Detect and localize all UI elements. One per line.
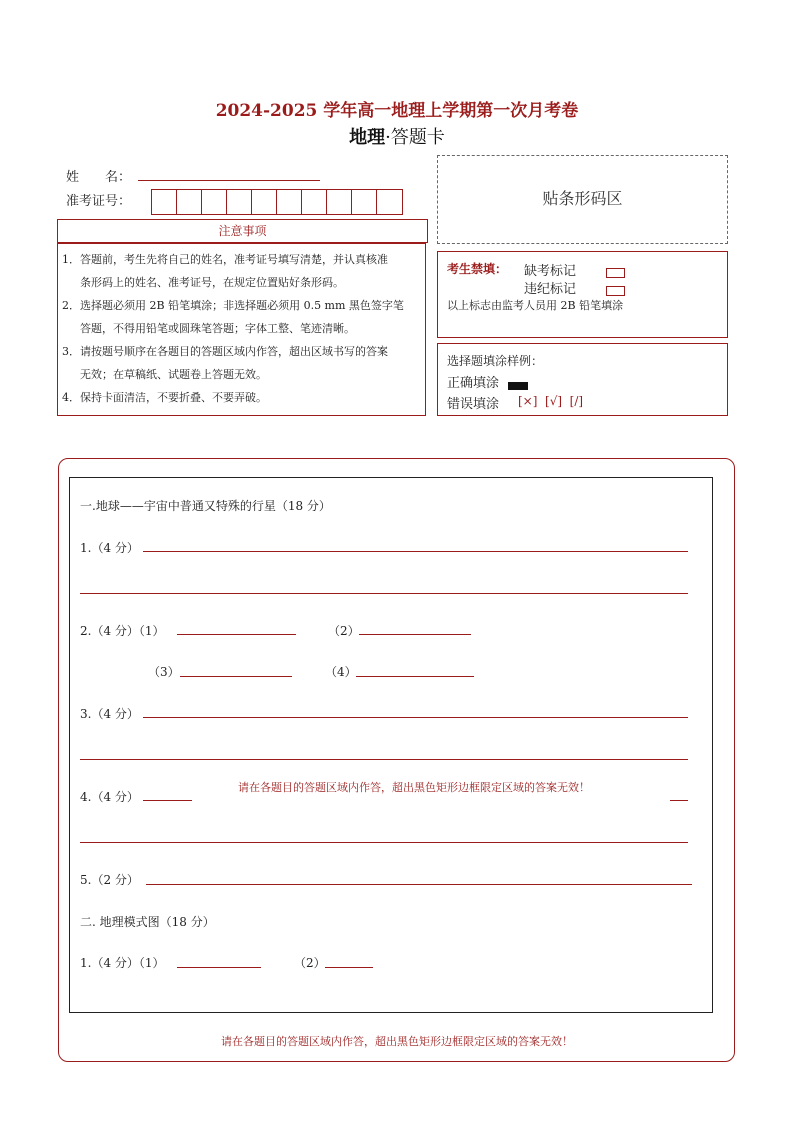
fill-sample-box <box>437 343 728 416</box>
id-digit-box[interactable] <box>327 190 352 214</box>
correct-fill-label: 正确填涂 <box>447 376 500 391</box>
notice-item: 1．答题前，考生先将自己的姓名，准考证号填写清楚，并认真核准 <box>62 253 388 266</box>
q2-1-answer-line[interactable] <box>177 634 296 635</box>
examiner-only-box <box>437 251 728 338</box>
q6-2-answer-line[interactable] <box>325 967 373 968</box>
id-digit-box[interactable] <box>377 190 402 214</box>
id-digit-box[interactable] <box>352 190 377 214</box>
q3-answer-line[interactable] <box>143 717 688 718</box>
ban-label: 考生禁填： <box>447 262 508 276</box>
bottom-warning-text: 请在各题目的答题区域内作答，超出黑色矩形边框限定区域的答案无效！ <box>221 1035 573 1048</box>
q2-3-answer-line[interactable] <box>180 676 292 677</box>
sample-title: 选择题填涂样例： <box>447 354 544 368</box>
q1-label: 1.（4 分） <box>80 541 139 555</box>
wrong-fill-label: 错误填涂 <box>447 397 500 412</box>
notice-item: 条形码上的姓名、准考证号，在规定位置贴好条形码。 <box>80 276 344 289</box>
q4-answer-line[interactable] <box>143 800 192 801</box>
q6-1-answer-line[interactable] <box>177 967 261 968</box>
section-1-title: 一.地球——宇宙中普通又特殊的行星（18 分） <box>80 499 331 513</box>
subject-name: 地理 <box>349 127 386 148</box>
correct-fill-mark <box>508 375 528 394</box>
id-digit-box[interactable] <box>177 190 202 214</box>
q3-label: 3.（4 分） <box>80 707 139 721</box>
section-2-title: 二. 地理模式图（18 分） <box>80 915 215 929</box>
q6-2-label: （2） <box>294 956 326 970</box>
id-label: 准考证号： <box>66 194 132 209</box>
exam-title: 2024-2025 学年高一地理上学期第一次月考卷 <box>215 101 579 121</box>
barcode-area: 贴条形码区 <box>437 155 728 244</box>
notice-item: 3．请按题号顺序在各题目的答题区域内作答，超出区域书写的答案 <box>62 345 388 358</box>
name-label: 姓 名： <box>66 170 132 185</box>
id-number-boxes[interactable] <box>151 189 403 215</box>
q2-4-answer-line[interactable] <box>356 676 474 677</box>
name-field[interactable] <box>138 180 320 181</box>
q4-answer-line-end[interactable] <box>670 800 688 801</box>
notice-item: 4．保持卡面清洁，不要折叠、不要弄破。 <box>62 391 267 404</box>
q1-answer-line[interactable] <box>143 551 688 552</box>
notice-item: 答题，不得用铅笔或圆珠笔答题；字体工整、笔迹清晰。 <box>80 322 355 335</box>
q2-2-label: （2） <box>328 624 360 638</box>
notice-item: 2．选择题必须用 2B 铅笔填涂；非选择题必须用 0.5 mm 黑色签字笔 <box>62 299 404 312</box>
q4-answer-line-2[interactable] <box>80 842 688 843</box>
q5-label: 5.（2 分） <box>80 873 139 887</box>
subtitle-separator: · <box>385 127 391 148</box>
q5-answer-line[interactable] <box>146 884 692 885</box>
notice-heading: 注意事项 <box>57 219 428 243</box>
card-type: 答题卡 <box>390 127 445 148</box>
absent-mark-box[interactable] <box>606 262 625 281</box>
inner-warning-text: 请在各题目的答题区域内作答，超出黑色矩形边框限定区域的答案无效！ <box>238 781 590 794</box>
q2-4-label: （4） <box>325 665 357 679</box>
id-digit-box[interactable] <box>277 190 302 214</box>
ban-note: 以上标志由监考人员用 2B 铅笔填涂 <box>447 299 624 312</box>
id-digit-box[interactable] <box>302 190 327 214</box>
q6-label: 1.（4 分）（1） <box>80 956 165 970</box>
q2-3-label: （3） <box>148 665 180 679</box>
notice-item: 无效；在草稿纸、试题卷上答题无效。 <box>80 368 267 381</box>
card-subtitle <box>0 123 794 149</box>
q2-2-answer-line[interactable] <box>359 634 471 635</box>
wrong-fill-marks: [×] [√] [/] <box>518 394 584 408</box>
q3-answer-line-2[interactable] <box>80 759 688 760</box>
violation-mark-label: 违纪标记 <box>524 282 577 297</box>
id-digit-box[interactable] <box>202 190 227 214</box>
id-digit-box[interactable] <box>227 190 252 214</box>
id-digit-box[interactable] <box>252 190 277 214</box>
notice-box <box>57 242 426 416</box>
q4-label: 4.（4 分） <box>80 790 139 804</box>
id-digit-box[interactable] <box>152 190 177 214</box>
answer-region-inner <box>69 477 713 1013</box>
q2-label: 2.（4 分）（1） <box>80 624 165 638</box>
q1-answer-line-2[interactable] <box>80 593 688 594</box>
absent-mark-label: 缺考标记 <box>524 264 577 279</box>
